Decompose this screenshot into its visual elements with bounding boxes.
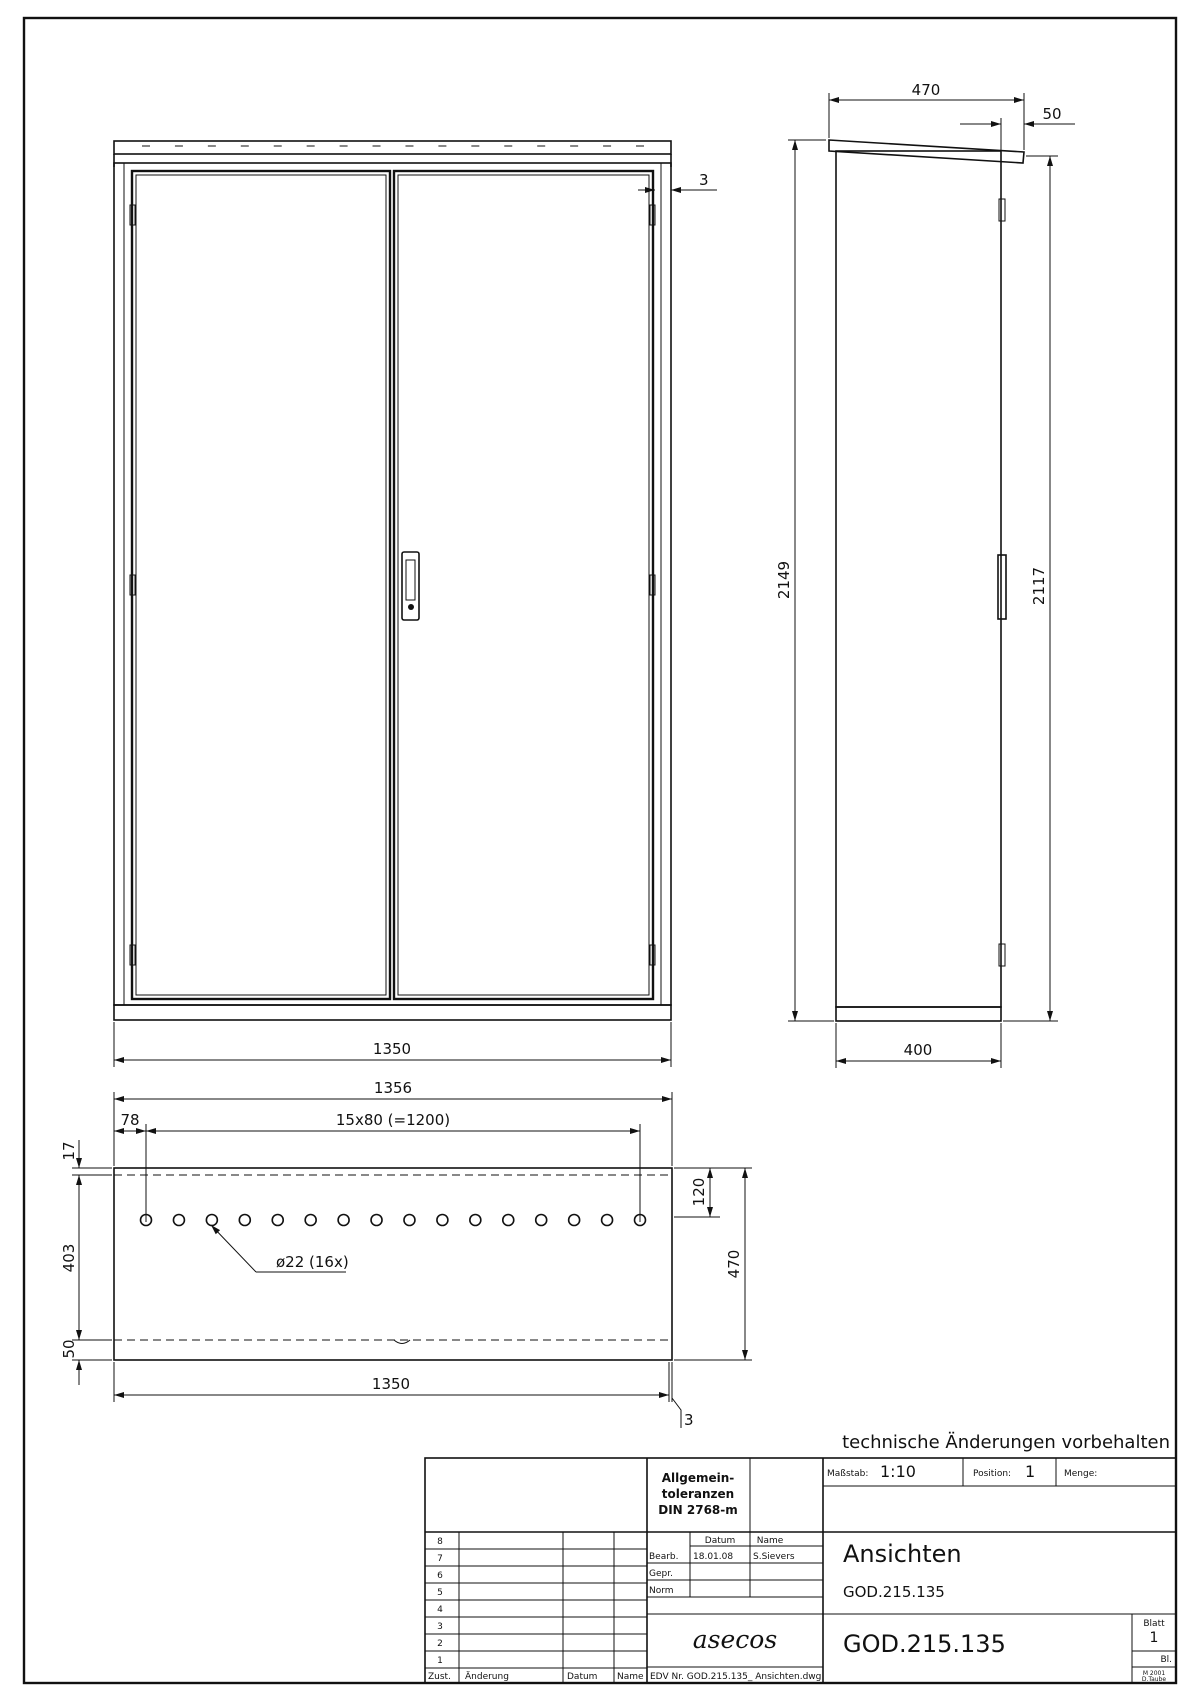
vent-hole xyxy=(569,1215,580,1226)
vent-hole xyxy=(371,1215,382,1226)
title-block xyxy=(425,1432,1176,1683)
quantity-label: Menge: xyxy=(1064,1469,1098,1479)
cabinet-body xyxy=(114,163,671,1005)
disclaimer: technische Änderungen vorbehalten xyxy=(842,1432,1170,1453)
corner-note-2: D.Taube xyxy=(1141,1676,1167,1683)
vent-hole xyxy=(173,1215,184,1226)
dim-front-gap: 3 xyxy=(699,171,709,189)
row-norm: Norm xyxy=(649,1586,674,1596)
corner-note-1: M 2001 xyxy=(1142,1670,1166,1677)
col-date: Datum xyxy=(704,1536,736,1546)
drawing-title: Ansichten xyxy=(843,1540,962,1568)
dim-side-overhang: 50 xyxy=(1042,105,1062,123)
vent-hole xyxy=(305,1215,316,1226)
vent-hole xyxy=(470,1215,481,1226)
dim-side-depth-top: 470 xyxy=(911,81,941,99)
dim-front-width: 1350 xyxy=(372,1040,412,1058)
dim-top-depth: 470 xyxy=(725,1249,743,1279)
tolerance-line-1: Allgemein- xyxy=(661,1471,735,1485)
position-value: 1 xyxy=(1025,1462,1036,1481)
dim-top-hole-pitch: 15x80 (=1200) xyxy=(335,1111,451,1129)
footer-name: Name xyxy=(617,1672,644,1682)
vent-hole xyxy=(272,1215,283,1226)
side-body xyxy=(836,151,1001,1007)
drawing-subtitle: GOD.215.135 xyxy=(843,1583,945,1601)
revision-row-number: 2 xyxy=(437,1639,443,1649)
vent-hole xyxy=(437,1215,448,1226)
dim-top-edge-offset: 78 xyxy=(120,1111,140,1129)
revision-row-number: 4 xyxy=(437,1605,443,1615)
dim-top-gap: 3 xyxy=(684,1411,694,1429)
vent-holes xyxy=(141,1215,646,1226)
vent-hole xyxy=(338,1215,349,1226)
brand-logo: asecos xyxy=(692,1625,778,1654)
dim-top-inner-depth: 403 xyxy=(60,1243,78,1273)
side-handle xyxy=(998,555,1006,619)
scale-label: Maßstab: xyxy=(827,1469,869,1479)
vent-hole xyxy=(602,1215,613,1226)
right-door xyxy=(394,171,653,999)
dim-top-body-width: 1350 xyxy=(371,1375,411,1393)
revision-row-number: 5 xyxy=(437,1588,443,1598)
tolerance-line-3: DIN 2768-m xyxy=(658,1503,738,1517)
top-view xyxy=(60,1079,752,1429)
sheets-label: Bl. xyxy=(1160,1655,1172,1665)
position-label: Position: xyxy=(973,1469,1012,1479)
footer-date: Datum xyxy=(567,1672,598,1682)
vent-hole xyxy=(206,1215,217,1226)
door-lock xyxy=(408,604,414,610)
vent-hole xyxy=(239,1215,250,1226)
drawing-number: GOD.215.135 xyxy=(843,1630,1006,1658)
edv-number: EDV Nr. GOD.215.135_ Ansichten.dwg xyxy=(650,1672,822,1682)
top-plate xyxy=(114,1168,672,1360)
front-view xyxy=(114,141,717,1067)
side-plinth xyxy=(836,1007,1001,1021)
sheet-value: 1 xyxy=(1149,1630,1159,1646)
vent-hole xyxy=(503,1215,514,1226)
dim-top-top-inset: 17 xyxy=(60,1141,78,1161)
dim-top-hole-row: 120 xyxy=(690,1177,708,1207)
plinth xyxy=(114,1005,671,1020)
revision-row-number: 8 xyxy=(437,1537,443,1547)
side-hinge-bottom xyxy=(999,944,1005,966)
tolerance-line-2: toleranzen xyxy=(661,1487,735,1501)
revision-row-number: 1 xyxy=(437,1656,443,1666)
sheet-label: Blatt xyxy=(1143,1619,1165,1629)
side-view xyxy=(775,81,1075,1068)
row-checked: Gepr. xyxy=(649,1569,673,1579)
dim-side-height-total: 2149 xyxy=(775,560,793,600)
footer-state: Zust. xyxy=(428,1672,451,1682)
row-drawn: Bearb. xyxy=(649,1552,679,1562)
dim-top-bottom-inset: 50 xyxy=(60,1339,78,1359)
footer-change: Änderung xyxy=(465,1672,509,1682)
dim-side-height-body: 2117 xyxy=(1030,566,1048,606)
vent-hole xyxy=(536,1215,547,1226)
side-hinge-top xyxy=(999,199,1005,221)
row-drawn-date: 18.01.08 xyxy=(693,1552,734,1562)
hole-label: ø22 (16x) xyxy=(276,1253,349,1271)
notch xyxy=(394,1340,410,1344)
revision-row-number: 7 xyxy=(437,1554,443,1564)
dim-side-depth-base: 400 xyxy=(903,1041,933,1059)
revision-row-number: 6 xyxy=(437,1571,443,1581)
revision-row-number: 3 xyxy=(437,1622,443,1632)
col-name: Name xyxy=(756,1536,784,1546)
row-drawn-name: S.Sievers xyxy=(753,1552,795,1562)
vent-hole xyxy=(404,1215,415,1226)
dim-top-total-width: 1356 xyxy=(373,1079,413,1097)
roof-panel xyxy=(114,141,671,154)
scale-value: 1:10 xyxy=(880,1462,916,1481)
left-door xyxy=(132,171,390,999)
